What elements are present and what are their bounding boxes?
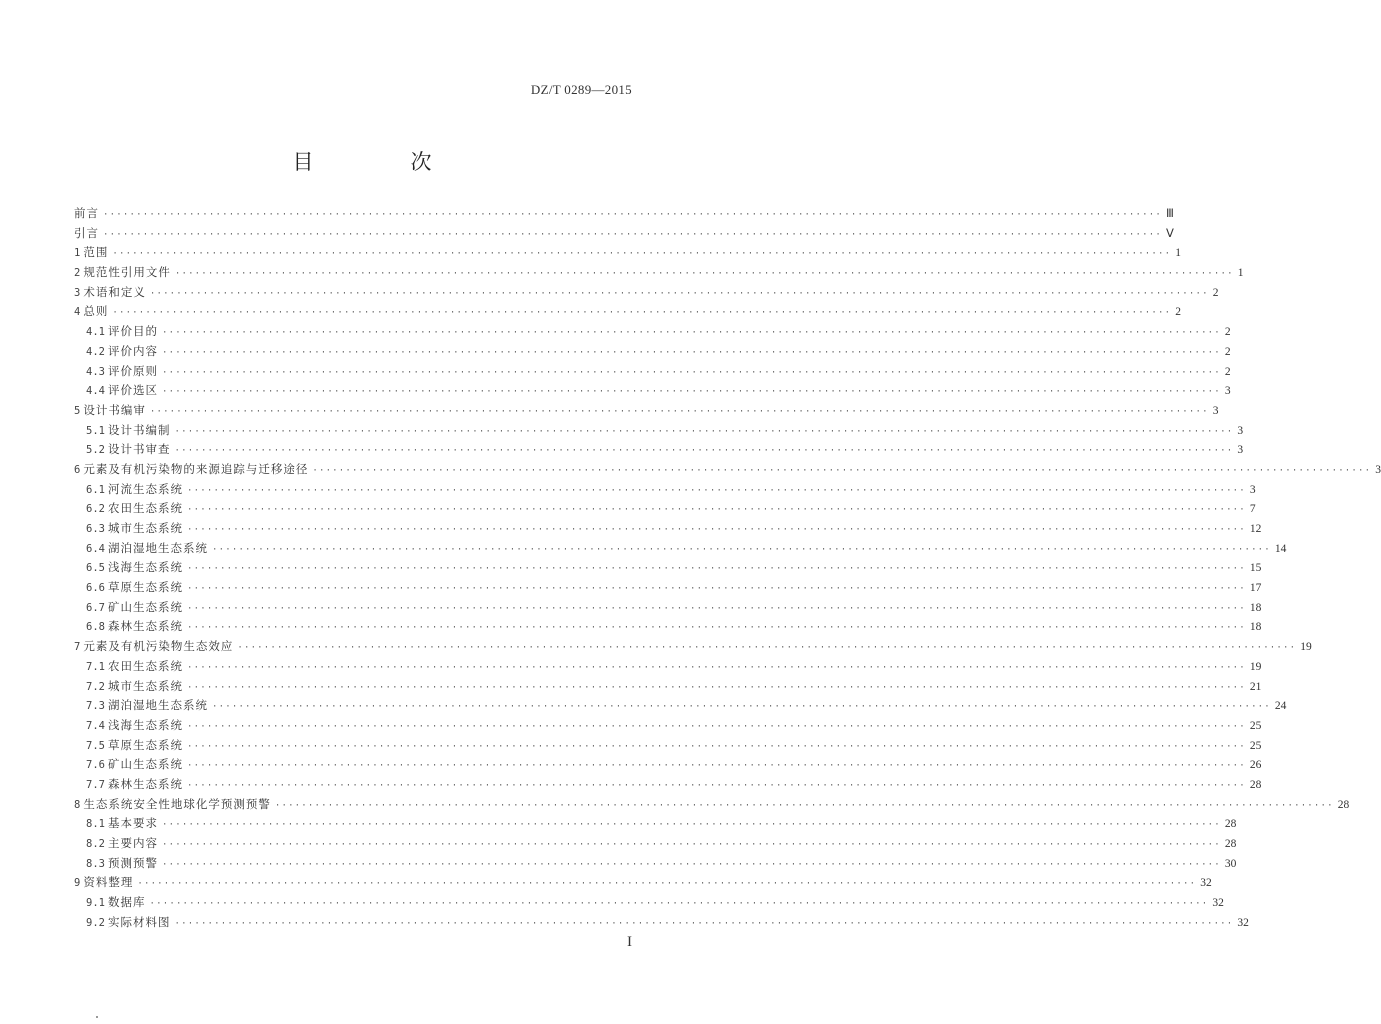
toc-dot-leader: ································································································································································ [161, 347, 1221, 358]
toc-entry-label: 浅海生态系统 [107, 560, 183, 575]
toc-entry-number: 6.3 [86, 523, 105, 535]
toc-entry-number: 7.3 [86, 700, 105, 713]
toc-entry-page: 2 [1224, 345, 1231, 358]
toc-dot-leader: ································································································································································ [186, 761, 1246, 772]
toc-entry-label: 矿山生态系统 [107, 757, 183, 772]
toc-entry[interactable] [74, 460, 1381, 480]
toc-entry-page: 28 [1337, 798, 1350, 811]
toc-entry-label: 评价内容 [107, 343, 158, 358]
toc-entry[interactable] [74, 519, 1262, 539]
toc-entry-number: 4.3 [86, 365, 105, 378]
toc-entry-label: 资料整理 [83, 875, 134, 890]
toc-entry-number: 7.5 [86, 739, 105, 752]
toc-entry[interactable] [74, 558, 1262, 578]
toc-entry-page: 2 [1175, 306, 1182, 319]
toc-entry-label: 实际材料图 [107, 914, 171, 929]
toc-entry[interactable] [74, 302, 1182, 322]
toc-entry-label: 数据库 [107, 895, 146, 910]
toc-entry-label: 元素及有机污染物的来源追踪与迁移途径 [83, 461, 309, 476]
toc-entry-number: 5.2 [86, 444, 105, 457]
toc-entry-page: 19 [1249, 660, 1262, 673]
toc-entry[interactable] [74, 440, 1244, 460]
toc-entry-number: 2 [74, 267, 81, 280]
toc-entry-page: 3 [1237, 424, 1244, 437]
toc-entry-number: 7.1 [86, 660, 105, 673]
toc-entry-label: 主要内容 [107, 836, 158, 850]
toc-entry-number: 7 [74, 641, 81, 654]
toc-entry-number: 8 [74, 798, 81, 811]
toc-entry[interactable] [74, 814, 1237, 834]
toc-entry-page: 32 [1200, 877, 1212, 890]
toc-entry-label: 生态系统安全性地球化学预测预警 [83, 796, 271, 811]
table-of-contents [74, 204, 1381, 932]
scan-speck [96, 1016, 98, 1018]
toc-entry-number: 4 [74, 306, 81, 319]
toc-entry-label: 设计书编审 [83, 402, 146, 417]
toc-entry-number: 7.7 [86, 778, 105, 791]
toc-entry-page: 18 [1249, 601, 1262, 614]
toc-entry[interactable] [74, 578, 1262, 598]
toc-dot-leader: ································································································································································ [237, 643, 1297, 654]
toc-entry-number: 8.2 [86, 838, 105, 850]
toc-dot-leader: ································································································································································ [174, 918, 1234, 929]
toc-entry-page: 19 [1300, 641, 1312, 654]
toc-dot-leader: ································································································································································ [112, 308, 1172, 319]
toc-entry[interactable] [74, 263, 1244, 283]
toc-entry[interactable] [74, 539, 1287, 559]
toc-entry-page: 3 [1224, 385, 1231, 398]
toc-entry[interactable] [74, 854, 1237, 874]
toc-dot-leader: ································································································································································ [186, 662, 1246, 673]
toc-entry-page: 7 [1249, 503, 1256, 516]
toc-entry[interactable] [74, 873, 1212, 893]
toc-dot-leader: ································································································································································ [174, 446, 1234, 457]
toc-dot-leader: ································································································································································ [174, 269, 1234, 280]
toc-dot-leader: ································································································································································ [312, 465, 1372, 476]
toc-entry[interactable] [74, 322, 1231, 342]
toc-entry-label: 总则 [83, 304, 109, 319]
toc-entry-page: 28 [1249, 778, 1262, 791]
toc-entry-number: 7.2 [86, 680, 105, 693]
toc-entry-label: 浅海生态系统 [107, 717, 183, 732]
toc-dot-leader: ································································································································································ [186, 564, 1246, 575]
toc-entry-page: 32 [1237, 916, 1249, 929]
toc-entry-page: 18 [1249, 621, 1262, 634]
toc-entry-page: 3 [1249, 483, 1256, 496]
toc-entry-label: 前言 [74, 206, 99, 220]
toc-entry-page: 12 [1249, 523, 1262, 535]
toc-entry-number: 4.1 [86, 326, 105, 339]
toc-entry[interactable] [74, 716, 1262, 736]
toc-entry-page: 25 [1249, 739, 1262, 752]
toc-entry-label: 术语和定义 [83, 284, 146, 299]
toc-dot-leader: ································································································································································ [161, 840, 1221, 850]
toc-dot-leader: ································································································································································ [137, 879, 1197, 890]
toc-entry-page: 14 [1274, 542, 1287, 555]
toc-entry[interactable] [74, 204, 1174, 224]
page-number: I [627, 934, 632, 950]
toc-entry-label: 评价选区 [107, 383, 158, 398]
toc-dot-leader: ································································································································································ [161, 328, 1221, 339]
page-title: 目 次 [292, 150, 470, 174]
toc-entry-number: 6.4 [86, 542, 105, 555]
toc-entry-label: 城市生态系统 [107, 521, 183, 535]
toc-entry-page: 28 [1224, 838, 1237, 850]
toc-entry-label: 范围 [83, 245, 109, 260]
toc-entry-label: 设计书编制 [107, 422, 171, 437]
toc-entry[interactable] [74, 893, 1224, 913]
toc-entry[interactable] [74, 637, 1312, 657]
toc-dot-leader: ································································································································································ [211, 702, 1271, 713]
toc-entry[interactable] [74, 421, 1244, 441]
toc-entry-label: 矿山生态系统 [107, 599, 183, 614]
toc-entry-number: 8.3 [86, 857, 105, 870]
toc-dot-leader: ································································································································································ [211, 544, 1271, 555]
toc-entry[interactable] [74, 736, 1262, 756]
toc-entry-page: Ⅴ [1165, 227, 1174, 240]
toc-dot-leader: ································································································································································ [161, 387, 1221, 398]
toc-entry-number: 6.8 [86, 621, 105, 634]
toc-entry-label: 草原生态系统 [107, 737, 183, 752]
toc-entry-number: 9.2 [86, 916, 105, 929]
toc-dot-leader: ································································································································································ [186, 485, 1246, 496]
toc-entry-number: 9.1 [86, 897, 105, 910]
toc-entry-page: 30 [1224, 857, 1237, 870]
toc-entry-page: 24 [1274, 700, 1287, 713]
toc-entry-page: 3 [1375, 463, 1381, 476]
toc-entry-label: 农田生态系统 [107, 658, 183, 673]
toc-entry-label: 森林生态系统 [107, 619, 183, 634]
toc-entry-number: 6 [74, 463, 81, 476]
toc-entry[interactable] [74, 834, 1237, 854]
toc-entry-label: 城市生态系统 [107, 678, 183, 693]
toc-entry-number: 7.6 [86, 759, 105, 772]
toc-entry-label: 规范性引用文件 [83, 265, 171, 280]
toc-entry-page: 17 [1249, 582, 1262, 595]
toc-entry[interactable] [74, 657, 1262, 677]
toc-entry-page: 26 [1249, 759, 1262, 772]
toc-dot-leader: ································································································································································ [112, 249, 1172, 260]
toc-entry-page: 32 [1212, 897, 1224, 910]
toc-entry-number: 5 [74, 404, 81, 417]
toc-entry-label: 元素及有机污染物生态效应 [83, 639, 234, 654]
toc-entry-page: 1 [1175, 247, 1182, 260]
toc-dot-leader: ································································································································································ [186, 505, 1246, 516]
toc-entry-page: 3 [1212, 404, 1219, 417]
toc-entry[interactable] [74, 617, 1262, 637]
standard-code: DZ/T 0289—2015 [530, 82, 632, 97]
toc-dot-leader: ································································································································································ [186, 780, 1246, 791]
toc-entry-number: 6.7 [86, 601, 105, 614]
toc-entry[interactable] [74, 401, 1219, 421]
toc-dot-leader: ································································································································································ [186, 721, 1246, 732]
toc-entry-page: 28 [1224, 818, 1237, 831]
toc-dot-leader: ································································································································································ [186, 525, 1246, 535]
toc-entry[interactable] [74, 775, 1262, 795]
toc-dot-leader: ································································································································································ [103, 229, 1162, 240]
toc-dot-leader: ································································································································································ [186, 623, 1246, 634]
toc-entry-label: 引言 [74, 225, 99, 240]
toc-entry-page: Ⅲ [1165, 208, 1174, 220]
toc-entry-number: 4.4 [86, 385, 105, 398]
toc-dot-leader: ································································································································································ [174, 426, 1234, 437]
toc-entry-label: 评价原则 [107, 363, 158, 378]
toc-dot-leader: ································································································································································ [274, 800, 1334, 811]
toc-entry-label: 农田生态系统 [107, 501, 183, 516]
toc-entry-page: 25 [1249, 719, 1262, 732]
toc-entry-label: 预测预警 [107, 855, 158, 870]
toc-entry[interactable] [74, 913, 1249, 933]
toc-entry[interactable] [74, 696, 1287, 716]
toc-entry-page: 2 [1224, 326, 1231, 339]
toc-dot-leader: ································································································································································ [161, 859, 1221, 870]
toc-entry[interactable] [74, 362, 1231, 382]
toc-entry[interactable] [74, 499, 1256, 519]
toc-entry[interactable] [74, 381, 1231, 401]
toc-dot-leader: ································································································································································ [186, 603, 1246, 614]
toc-entry[interactable] [74, 677, 1262, 697]
toc-entry[interactable] [74, 480, 1256, 500]
toc-dot-leader: ································································································································································ [186, 741, 1246, 752]
toc-entry-number: 6.6 [86, 582, 105, 595]
toc-entry[interactable] [74, 243, 1182, 263]
toc-entry-number: 9 [74, 877, 81, 890]
toc-entry-label: 基本要求 [107, 816, 158, 831]
toc-entry-page: 2 [1224, 365, 1231, 378]
toc-entry-label: 评价目的 [107, 324, 158, 339]
toc-entry-page: 3 [1237, 444, 1244, 457]
toc-entry[interactable] [74, 224, 1174, 244]
toc-entry-number: 6.5 [86, 562, 105, 575]
toc-entry-page: 1 [1237, 267, 1244, 280]
toc-entry[interactable] [74, 283, 1219, 303]
toc-entry-page: 2 [1212, 286, 1219, 299]
toc-entry-number: 4.2 [86, 345, 105, 358]
toc-entry-page: 15 [1249, 562, 1262, 575]
toc-entry[interactable] [74, 342, 1231, 362]
toc-entry-number: 6.2 [86, 503, 105, 516]
toc-entry-label: 设计书审查 [107, 442, 171, 457]
toc-entry-number: 1 [74, 247, 81, 260]
toc-entry[interactable] [74, 598, 1262, 618]
toc-dot-leader: ································································································································································ [149, 899, 1209, 910]
toc-dot-leader: ································································································································································ [103, 210, 1162, 220]
toc-entry-label: 河流生态系统 [107, 481, 183, 496]
toc-entry-number: 6.1 [86, 483, 105, 496]
toc-dot-leader: ································································································································································ [149, 288, 1209, 299]
toc-dot-leader: ································································································································································ [186, 682, 1246, 693]
toc-entry-label: 草原生态系统 [107, 580, 183, 595]
toc-dot-leader: ································································································································································ [186, 584, 1246, 595]
toc-entry-page: 21 [1249, 680, 1262, 693]
toc-entry-number: 5.1 [86, 424, 105, 437]
toc-entry-number: 3 [74, 286, 81, 299]
toc-entry[interactable] [74, 795, 1350, 815]
toc-entry-number: 7.4 [86, 719, 105, 732]
toc-entry[interactable] [74, 755, 1262, 775]
toc-entry-label: 湖泊湿地生态系统 [107, 540, 208, 555]
toc-dot-leader: ································································································································································ [161, 820, 1221, 831]
toc-entry-label: 森林生态系统 [107, 776, 183, 791]
toc-entry-label: 湖泊湿地生态系统 [107, 698, 208, 713]
toc-dot-leader: ································································································································································ [161, 367, 1221, 378]
toc-dot-leader: ································································································································································ [149, 406, 1209, 417]
toc-entry-number: 8.1 [86, 818, 105, 831]
